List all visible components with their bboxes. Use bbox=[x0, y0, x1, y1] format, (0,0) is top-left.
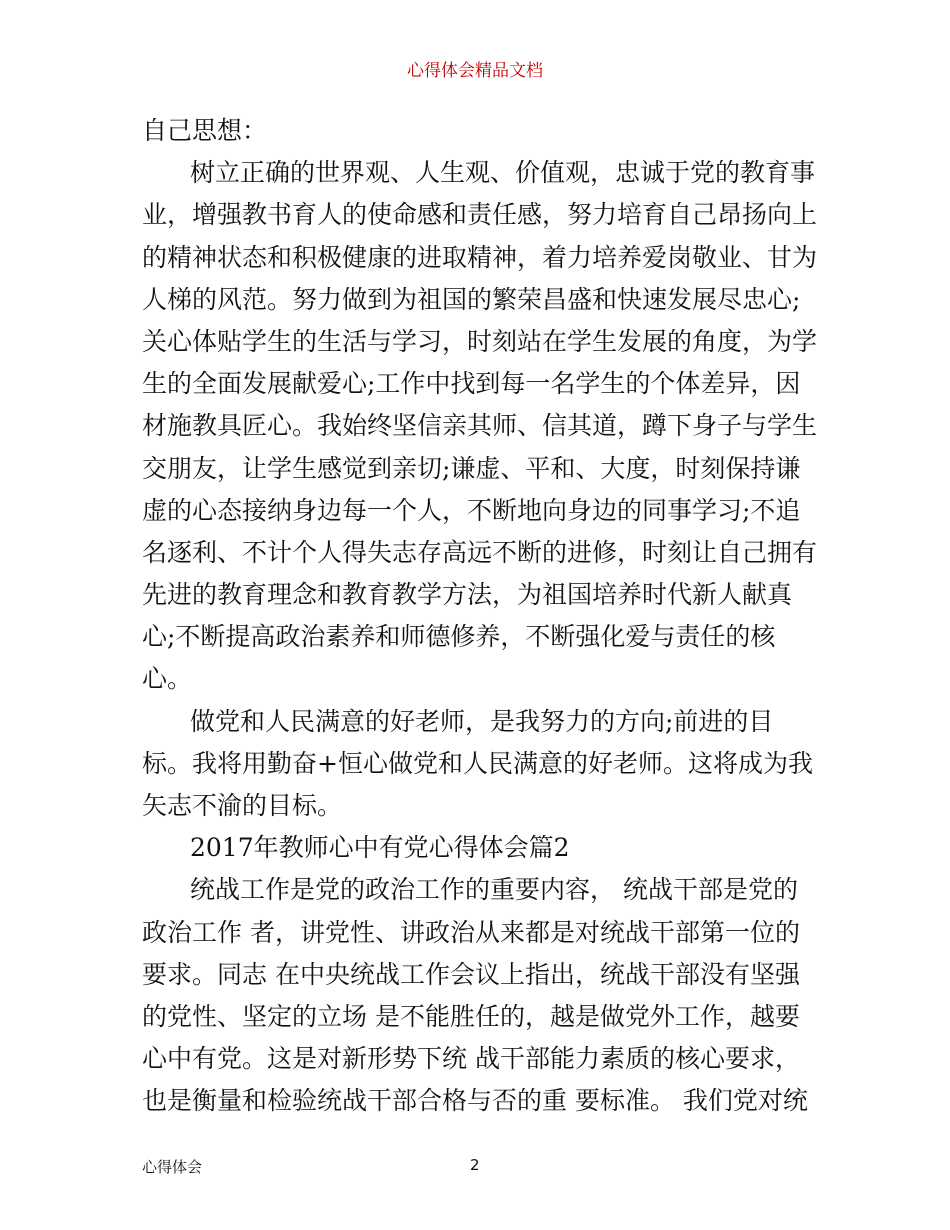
text-line: 标。我将用勤奋+恒心做党和人民满意的好老师。这将成为我 bbox=[142, 748, 813, 778]
text-line: 材施教具匠心。我始终坚信亲其师、信其道，蹲下身子与学生 bbox=[142, 411, 818, 441]
document-body bbox=[142, 110, 818, 1123]
text-line: 做党和人民满意的好老师，是我努力的方向;前进的目 bbox=[190, 706, 774, 736]
text-line: 自己思想： bbox=[142, 116, 268, 145]
text-line: 名逐利、不计个人得失志存高远不断的进修，时刻让自己拥有 bbox=[142, 537, 818, 567]
text-line: 心。 bbox=[142, 664, 193, 694]
text-line: 心中有党。这是对新形势下统 战干部能力素质的核心要求， bbox=[142, 1044, 800, 1074]
page-number: 2 bbox=[470, 1156, 480, 1174]
footer-label: 心得体会 bbox=[142, 1158, 203, 1176]
text-line: 先进的教育理念和教育教学方法，为祖国培养时代新人献真 bbox=[142, 580, 793, 610]
text-line: 要求。同志 在中央统战工作会议上指出，统战干部没有坚强 bbox=[142, 959, 800, 989]
text-line: 关心体贴学生的生活与学习，时刻站在学生发展的角度，为学 bbox=[142, 326, 818, 356]
text-line: 交朋友，让学生感觉到亲切;谦虚、平和、大度，时刻保持谦 bbox=[142, 453, 801, 483]
text-line: 矢志不渝的目标。 bbox=[142, 791, 343, 820]
text-line: 政治工作 者，讲党性、讲政治从来都是对统战干部第一位的 bbox=[142, 917, 800, 947]
text-line: 树立正确的世界观、人生观、价值观，忠诚于党的教育事 bbox=[190, 158, 816, 188]
text-line: 生的全面发展献爱心;工作中找到每一名学生的个体差异，因 bbox=[142, 369, 801, 399]
text-line: 业，增强教书育人的使命感和责任感，努力培育自己昂扬向上 bbox=[142, 200, 818, 230]
text-line: 虚的心态接纳身边每一个人，不断地向身边的同事学习;不追 bbox=[142, 495, 801, 525]
text-line: 的党性、坚定的立场 是不能胜任的，越是做党外工作，越要 bbox=[142, 1001, 800, 1031]
text-line: 心;不断提高政治素养和师德修养，不断强化爱与责任的核 bbox=[142, 622, 776, 652]
text-line: 也是衡量和检验统战干部合格与否的重 要标准。 我们党对统 bbox=[142, 1086, 808, 1116]
text-line: 2017年教师心中有党心得体会篇2 bbox=[190, 833, 570, 863]
text-line: 统战工作是党的政治工作的重要内容， 统战干部是党的 bbox=[190, 875, 798, 905]
text-line: 人梯的风范。努力做到为祖国的繁荣昌盛和快速发展尽忠心; bbox=[142, 284, 801, 314]
text-line: 的精神状态和积极健康的进取精神，着力培养爱岗敬业、甘为 bbox=[142, 242, 818, 272]
page-header-title: 心得体会精品文档 bbox=[407, 61, 543, 81]
